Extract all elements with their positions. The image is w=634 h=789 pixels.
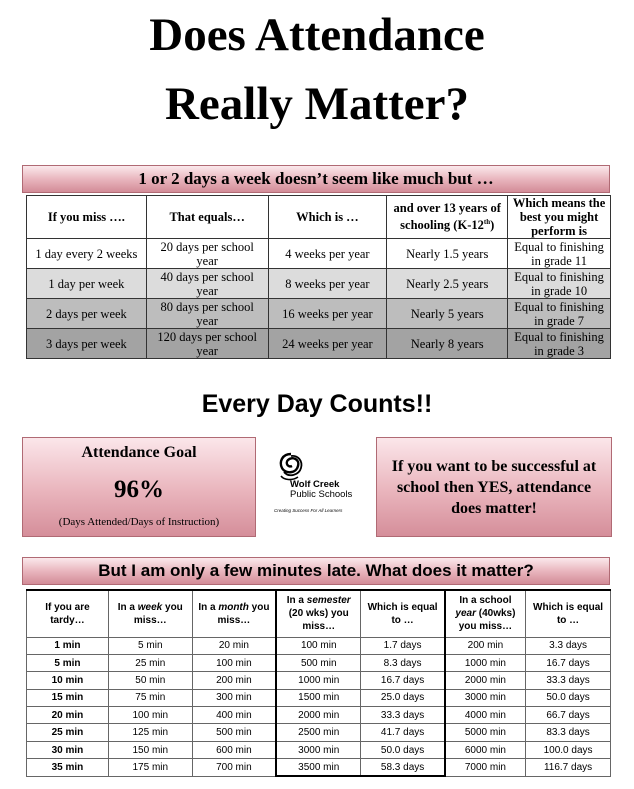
table-cell: 3500 min bbox=[276, 759, 361, 776]
days-missed-table bbox=[26, 195, 611, 359]
table-cell: Equal to finishing in grade 7 bbox=[508, 299, 611, 329]
table-cell: 40 days per school year bbox=[146, 269, 268, 299]
table-cell: 24 weeks per year bbox=[268, 329, 387, 359]
table-cell: 100 min bbox=[276, 637, 361, 654]
table-cell: 6000 min bbox=[445, 741, 526, 758]
table-row bbox=[27, 269, 611, 299]
table-cell: 16.7 days bbox=[526, 654, 611, 671]
table-cell: 1 min bbox=[27, 637, 109, 654]
table-cell: Equal to finishing in grade 3 bbox=[508, 329, 611, 359]
table-cell: 2 days per week bbox=[27, 299, 147, 329]
table-cell: 20 min bbox=[192, 637, 276, 654]
table-cell: 400 min bbox=[192, 707, 276, 724]
table-row bbox=[27, 672, 611, 689]
table-cell: Equal to finishing in grade 10 bbox=[508, 269, 611, 299]
table-cell: 100 min bbox=[108, 707, 192, 724]
title-line-2: Really Matter? bbox=[164, 78, 470, 130]
table-cell: 50.0 days bbox=[361, 741, 445, 758]
table-cell: 116.7 days bbox=[526, 759, 611, 776]
table-cell: 80 days per school year bbox=[146, 299, 268, 329]
table-cell: 500 min bbox=[192, 724, 276, 741]
table-cell: 5 min bbox=[108, 637, 192, 654]
goal-note: (Days Attended/Days of Instruction) bbox=[58, 516, 220, 528]
tardy-table bbox=[26, 589, 611, 777]
table-cell: 41.7 days bbox=[361, 724, 445, 741]
table-row bbox=[27, 637, 611, 654]
table-cell: 3000 min bbox=[276, 741, 361, 758]
col-header-tardy: If you are tardy… bbox=[27, 590, 109, 637]
table-cell: 7000 min bbox=[445, 759, 526, 776]
every-day-counts-heading: Every Day Counts!! bbox=[201, 390, 433, 418]
table-cell: 4000 min bbox=[445, 707, 526, 724]
table-cell: 1000 min bbox=[276, 672, 361, 689]
table-cell: 25 min bbox=[108, 654, 192, 671]
col-header-year-equal: Which is equal to … bbox=[526, 590, 611, 637]
table-row bbox=[27, 741, 611, 758]
table-cell: Nearly 8 years bbox=[387, 329, 508, 359]
table-cell: 66.7 days bbox=[526, 707, 611, 724]
goal-value: 96% bbox=[114, 476, 164, 503]
table-cell: 58.3 days bbox=[361, 759, 445, 776]
table-cell: 8 weeks per year bbox=[268, 269, 387, 299]
table-cell: 33.3 days bbox=[526, 672, 611, 689]
table-cell: 30 min bbox=[27, 741, 109, 758]
table-cell: 175 min bbox=[108, 759, 192, 776]
table-cell: 1 day every 2 weeks bbox=[27, 239, 147, 269]
title-line-1: Does Attendance bbox=[149, 9, 485, 61]
table-cell: 1.7 days bbox=[361, 637, 445, 654]
table-cell: 200 min bbox=[192, 672, 276, 689]
table-cell: 120 days per school year bbox=[146, 329, 268, 359]
table-cell: 5000 min bbox=[445, 724, 526, 741]
table-row bbox=[27, 654, 611, 671]
col-header-miss: If you miss …. bbox=[27, 196, 147, 239]
table-cell: 35 min bbox=[27, 759, 109, 776]
wolf-creek-logo bbox=[272, 446, 368, 516]
table-row bbox=[27, 239, 611, 269]
table-cell: 10 min bbox=[27, 672, 109, 689]
table-cell: 50.0 days bbox=[526, 689, 611, 706]
table-cell: 5 min bbox=[27, 654, 109, 671]
table-cell: 20 min bbox=[27, 707, 109, 724]
col-header-semester-equal: Which is equal to … bbox=[361, 590, 445, 637]
table-cell: 33.3 days bbox=[361, 707, 445, 724]
table-cell: 1500 min bbox=[276, 689, 361, 706]
table-cell: 8.3 days bbox=[361, 654, 445, 671]
table-cell: 125 min bbox=[108, 724, 192, 741]
col-header-equals: That equals… bbox=[146, 196, 268, 239]
table-cell: 16 weeks per year bbox=[268, 299, 387, 329]
table-row bbox=[27, 329, 611, 359]
table-cell: Nearly 5 years bbox=[387, 299, 508, 329]
table-cell: 200 min bbox=[445, 637, 526, 654]
banner-days-missed: 1 or 2 days a week doesn’t seem like much but … bbox=[22, 165, 610, 193]
table-row bbox=[27, 724, 611, 741]
table-cell: 700 min bbox=[192, 759, 276, 776]
logo-name: Wolf Creek Public Schools bbox=[290, 479, 353, 500]
table-row bbox=[27, 299, 611, 329]
table-cell: 16.7 days bbox=[361, 672, 445, 689]
table-cell: 50 min bbox=[108, 672, 192, 689]
col-header-semester: In a semester (20 wks) you miss… bbox=[276, 590, 361, 637]
table-cell: 2000 min bbox=[445, 672, 526, 689]
table-row bbox=[27, 689, 611, 706]
table-cell: 1000 min bbox=[445, 654, 526, 671]
col-header-perform: Which means the best you might perform is bbox=[508, 196, 611, 239]
table-cell: Nearly 1.5 years bbox=[387, 239, 508, 269]
table-cell: 83.3 days bbox=[526, 724, 611, 741]
success-message: If you want to be successful at school then YES, attendance does matter! bbox=[391, 458, 597, 517]
table-cell: 15 min bbox=[27, 689, 109, 706]
table-cell: 4 weeks per year bbox=[268, 239, 387, 269]
table-cell: 2000 min bbox=[276, 707, 361, 724]
table-cell: 3 days per week bbox=[27, 329, 147, 359]
table-cell: 20 days per school year bbox=[146, 239, 268, 269]
logo-tagline: Creating Success For All Learners bbox=[274, 508, 343, 513]
attendance-goal-box bbox=[22, 437, 256, 537]
table-cell: 2500 min bbox=[276, 724, 361, 741]
col-header-week: In a week you miss… bbox=[108, 590, 192, 637]
table-cell: 150 min bbox=[108, 741, 192, 758]
goal-title: Attendance Goal bbox=[81, 444, 197, 461]
table-cell: 100 min bbox=[192, 654, 276, 671]
table-cell: 75 min bbox=[108, 689, 192, 706]
table-cell: 25.0 days bbox=[361, 689, 445, 706]
table-cell: Equal to finishing in grade 11 bbox=[508, 239, 611, 269]
table-cell: Nearly 2.5 years bbox=[387, 269, 508, 299]
col-header-which-is: Which is … bbox=[268, 196, 387, 239]
table-cell: 600 min bbox=[192, 741, 276, 758]
table-cell: 500 min bbox=[276, 654, 361, 671]
table-cell: 3000 min bbox=[445, 689, 526, 706]
col-header-13-years: and over 13 years of schooling (K-12th) bbox=[387, 196, 508, 239]
table-row bbox=[27, 759, 611, 776]
table-cell: 3.3 days bbox=[526, 637, 611, 654]
table-cell: 300 min bbox=[192, 689, 276, 706]
col-header-month: In a month you miss… bbox=[192, 590, 276, 637]
table-row bbox=[27, 707, 611, 724]
table-cell: 25 min bbox=[27, 724, 109, 741]
table-cell: 100.0 days bbox=[526, 741, 611, 758]
col-header-year: In a school year (40wks) you miss… bbox=[445, 590, 526, 637]
table-cell: 1 day per week bbox=[27, 269, 147, 299]
success-message-box bbox=[376, 437, 612, 537]
banner-minutes-late: But I am only a few minutes late. What does it matter? bbox=[22, 557, 610, 585]
